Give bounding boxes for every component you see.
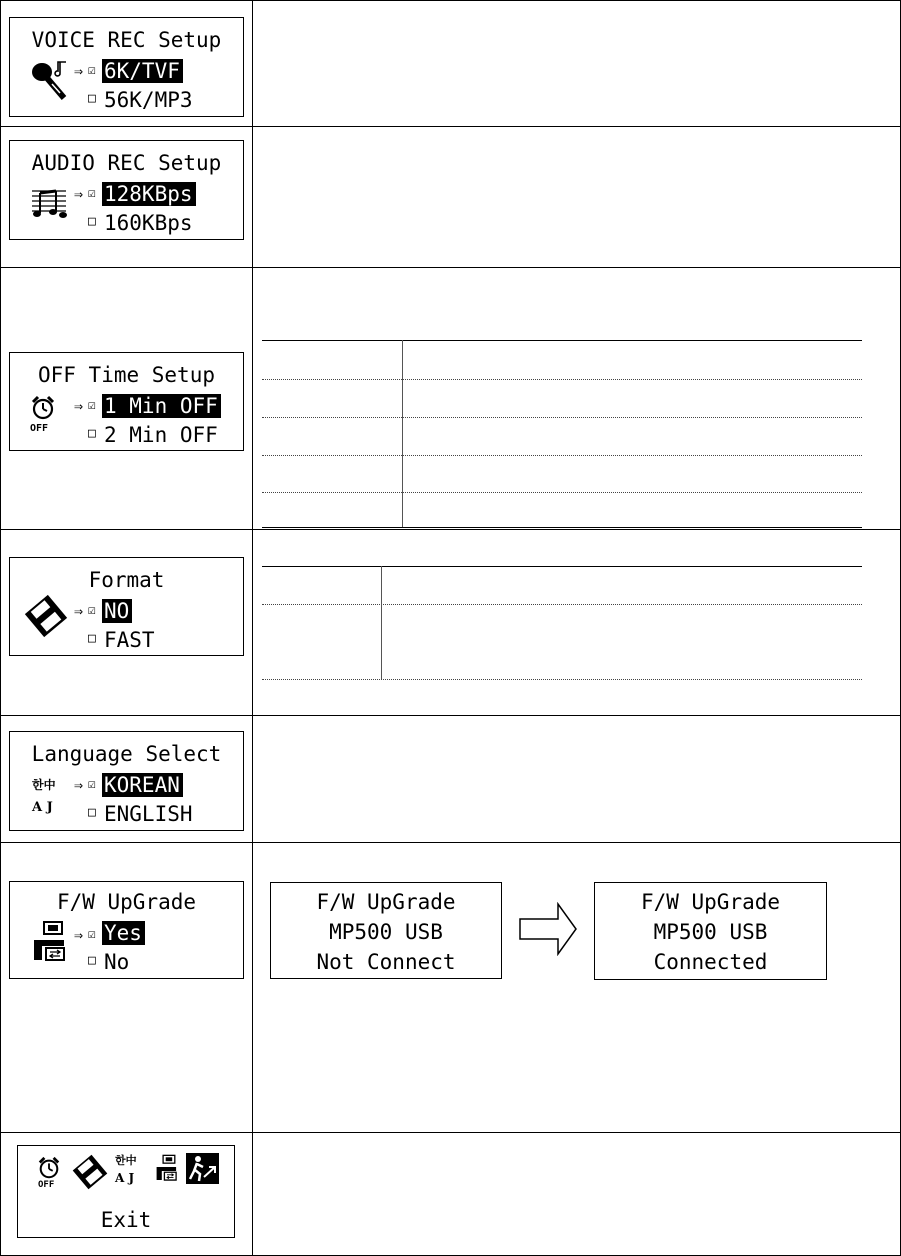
arrow-icon: ⇒ (74, 62, 84, 80)
off-caption: OFF (30, 423, 49, 434)
audio-rec-screen (9, 140, 244, 240)
row-divider (0, 1132, 901, 1133)
unchecked-box[interactable]: □ (88, 953, 96, 968)
language-icon[interactable]: 한中 (115, 1154, 137, 1167)
language-icon-latin: A J (115, 1171, 135, 1185)
option-selected[interactable]: 128KBps (102, 182, 196, 206)
language-screen (9, 731, 244, 831)
option[interactable]: FAST (104, 628, 155, 652)
screen-line: Connected (653, 950, 768, 974)
table-rule (262, 566, 862, 567)
checked-box[interactable]: ☑ (88, 186, 96, 201)
checked-box[interactable]: ☑ (88, 777, 96, 792)
option[interactable]: 56K/MP3 (104, 88, 193, 112)
exit-runner-icon[interactable] (186, 1153, 219, 1184)
row-divider (0, 715, 901, 716)
screen-title: OFF Time Setup (37, 363, 215, 387)
option-selected[interactable]: 1 Min OFF (102, 394, 221, 418)
screen-line: F/W UpGrade (316, 890, 456, 914)
screen-title: Format (88, 568, 165, 592)
table-rule (262, 604, 862, 605)
row-divider (0, 267, 901, 268)
arrow-icon: ⇒ (74, 776, 84, 794)
device-transfer-icon[interactable] (154, 1152, 180, 1186)
checked-box[interactable]: ☑ (88, 603, 96, 618)
table-rule (262, 527, 862, 528)
screen-line: MP500 USB (653, 920, 768, 944)
table-column-rule (402, 340, 403, 527)
right-arrow-icon (518, 902, 578, 956)
screen-title: AUDIO REC Setup (31, 151, 222, 175)
unchecked-box[interactable]: □ (88, 631, 96, 646)
fw-upgrade-screen (9, 881, 244, 979)
exit-screen (17, 1145, 235, 1238)
fw-connected-screen (594, 882, 827, 980)
screen-line: Not Connect (316, 950, 456, 974)
table-rule (262, 455, 862, 456)
option[interactable]: ENGLISH (104, 802, 193, 826)
unchecked-box[interactable]: □ (88, 91, 96, 106)
off-caption: OFF (38, 1180, 55, 1190)
checked-box[interactable]: ☑ (88, 927, 96, 942)
arrow-icon: ⇒ (74, 926, 84, 944)
table-rule (262, 417, 862, 418)
off-time-screen (9, 352, 244, 451)
screen-title: Language Select (31, 742, 222, 766)
screen-title: F/W UpGrade (56, 890, 197, 914)
option-selected[interactable]: KOREAN (102, 773, 183, 797)
language-icon: 한中 (32, 778, 56, 792)
option-selected[interactable]: Yes (102, 921, 145, 945)
option[interactable]: 2 Min OFF (104, 423, 218, 447)
screen-title: VOICE REC Setup (31, 28, 222, 52)
row-divider (0, 842, 901, 843)
option[interactable]: 160KBps (104, 211, 193, 235)
column-divider (252, 0, 253, 1256)
format-screen (9, 557, 244, 656)
table-rule (262, 379, 862, 380)
unchecked-box[interactable]: □ (88, 805, 96, 820)
option[interactable]: No (104, 950, 130, 974)
unchecked-box[interactable]: □ (88, 214, 96, 229)
exit-label[interactable]: Exit (100, 1208, 152, 1232)
table-rule (262, 340, 862, 341)
device-transfer-icon (30, 920, 70, 966)
checked-box[interactable]: ☑ (88, 63, 96, 78)
option-selected[interactable]: 6K/TVF (102, 59, 183, 83)
table-rule (262, 492, 862, 493)
screen-line: MP500 USB (329, 920, 443, 944)
voice-rec-screen (9, 17, 244, 117)
diskette-icon[interactable] (70, 1154, 110, 1190)
language-icon-latin: A J (32, 800, 53, 815)
row-divider (0, 126, 901, 127)
option-selected[interactable]: NO (102, 599, 132, 623)
diskette-icon (22, 594, 70, 638)
fw-not-connected-screen (270, 882, 502, 979)
table-rule (262, 679, 862, 680)
arrow-icon: ⇒ (74, 397, 84, 415)
unchecked-box[interactable]: □ (88, 426, 96, 441)
alarm-clock-icon[interactable] (37, 1156, 61, 1180)
checked-box[interactable]: ☑ (88, 398, 96, 413)
music-note-icon (30, 185, 72, 221)
arrow-icon: ⇒ (74, 602, 84, 620)
alarm-clock-icon (30, 395, 56, 421)
microphone-icon (30, 58, 72, 104)
screen-line: F/W UpGrade (640, 890, 781, 914)
arrow-icon: ⇒ (74, 185, 84, 203)
row-divider (0, 529, 901, 530)
table-column-rule (381, 566, 382, 679)
